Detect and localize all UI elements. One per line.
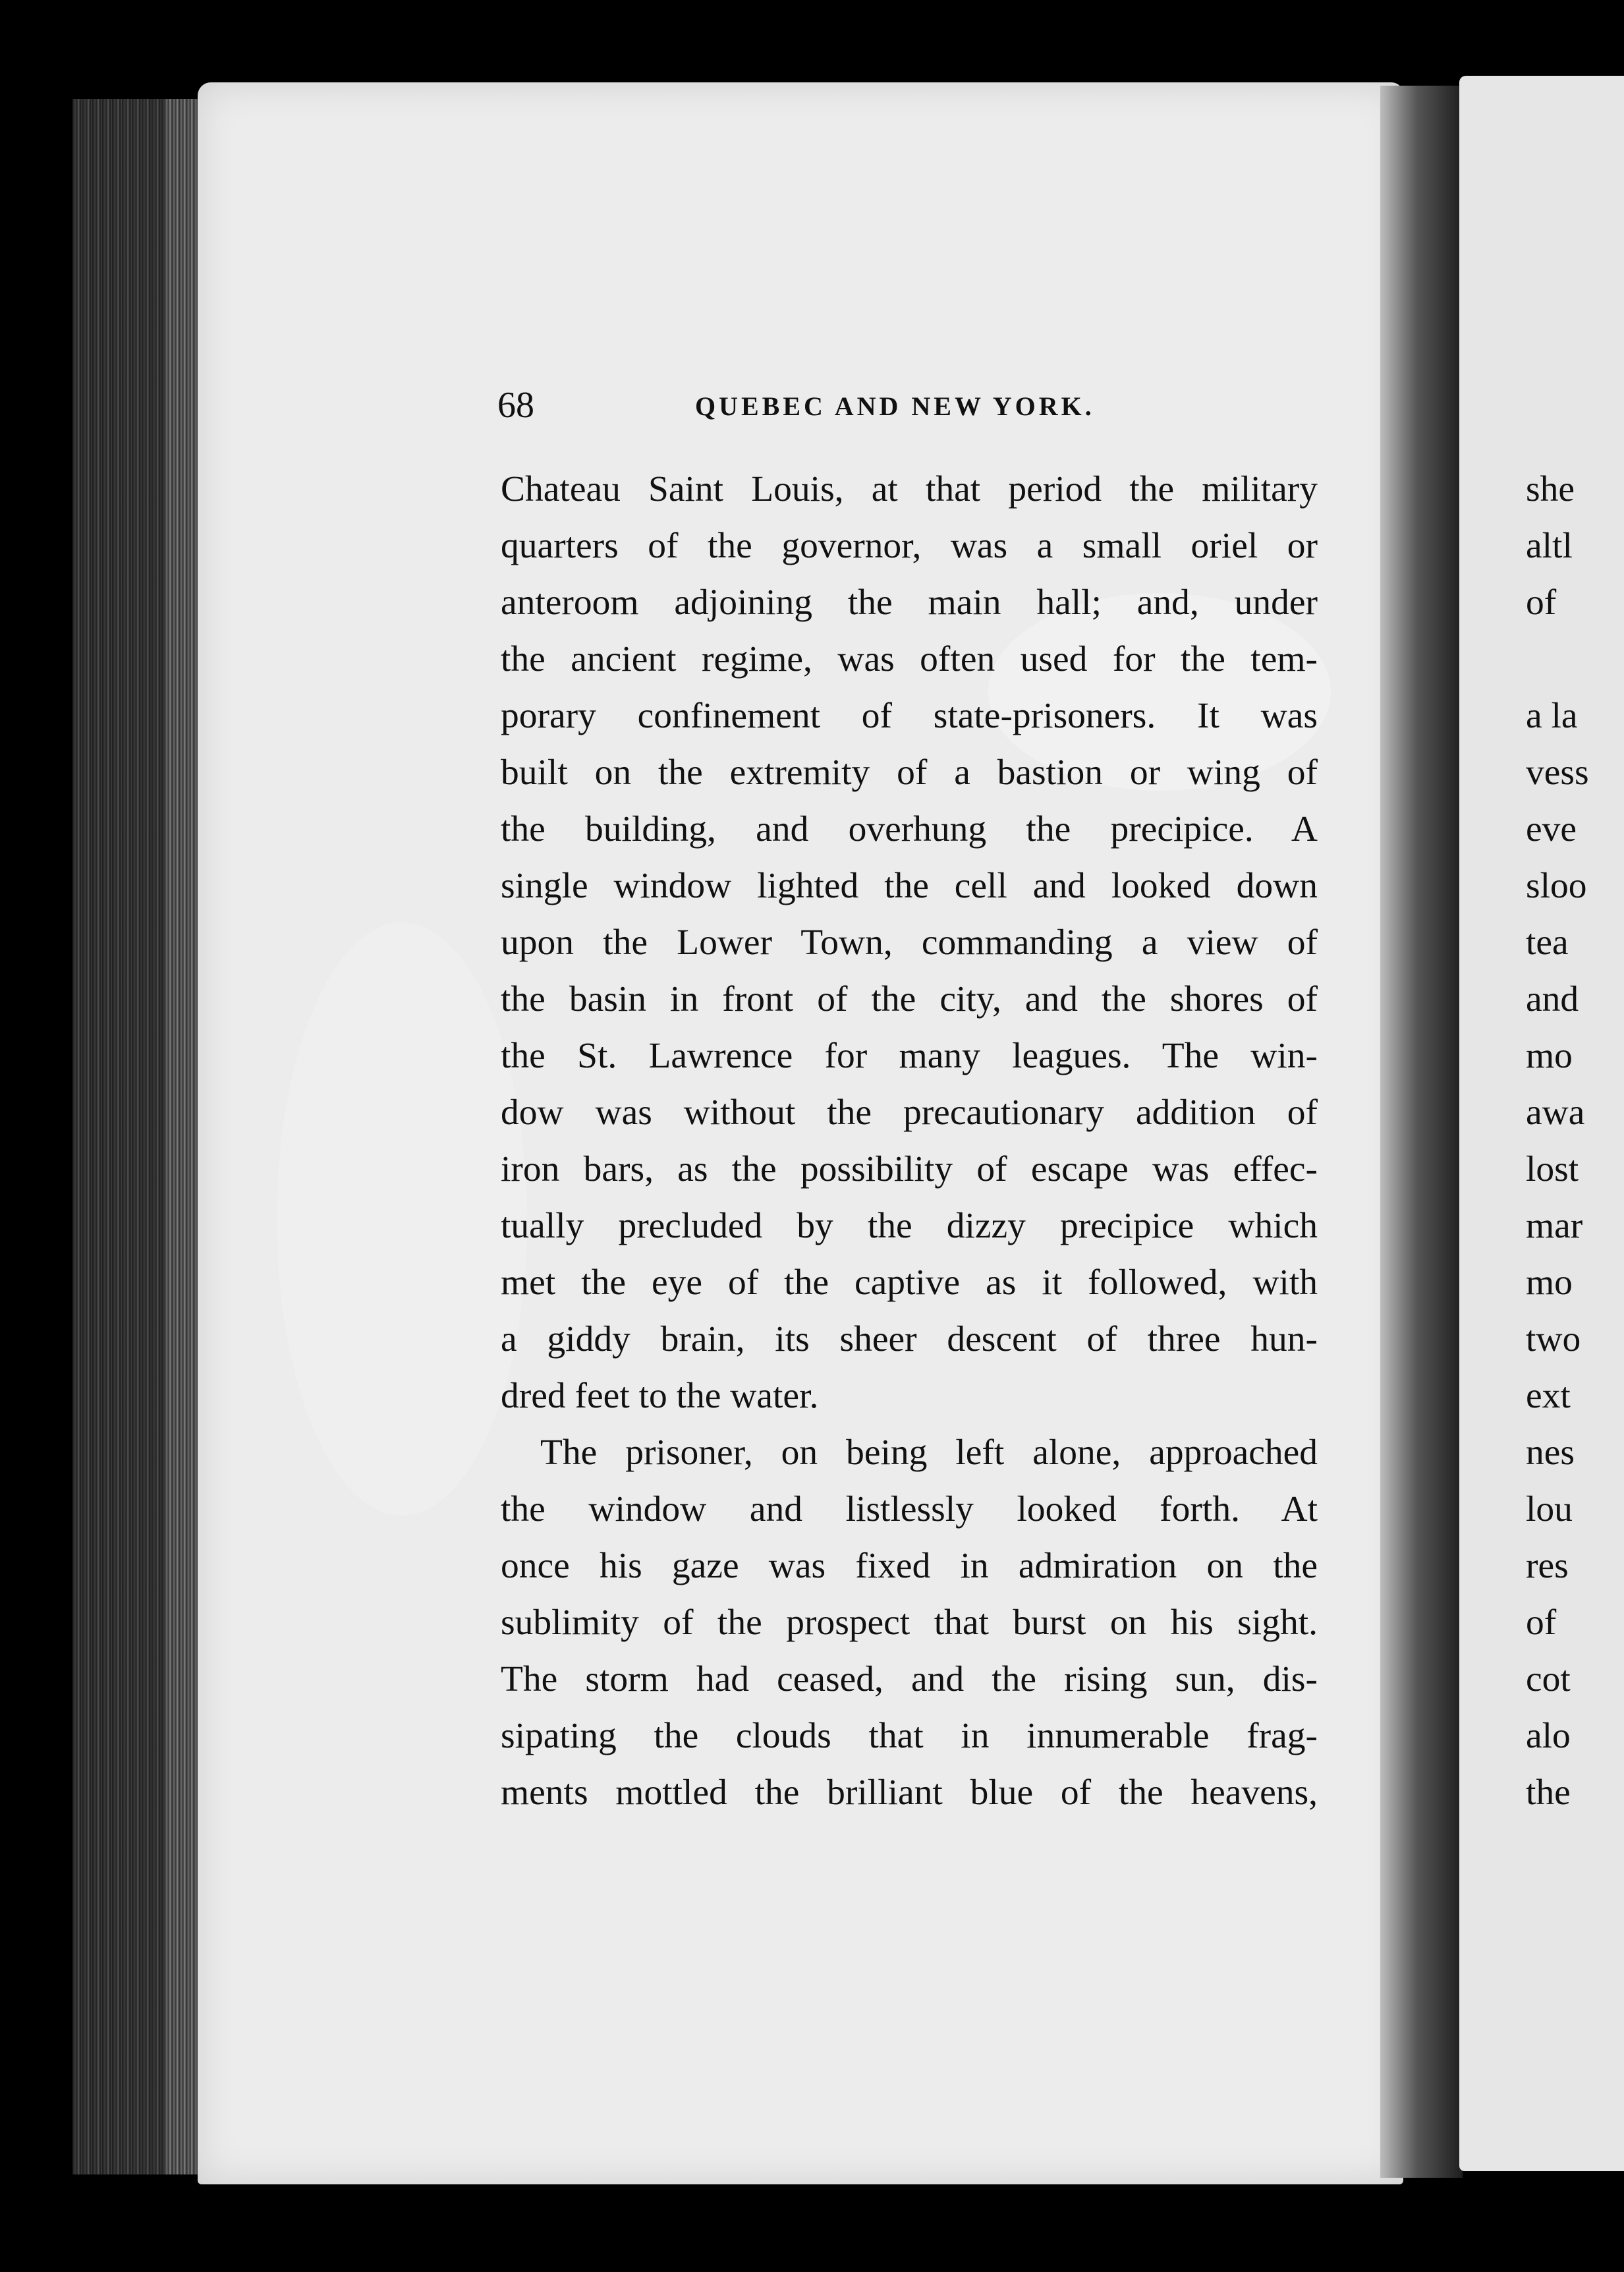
text-fragment: a la bbox=[1526, 696, 1578, 736]
body-text bbox=[501, 461, 1318, 1821]
text-line: sipating the clouds that in innumerable frag- bbox=[501, 1716, 1318, 1756]
text-line: ments mottled the brilliant blue of the heavens, bbox=[501, 1773, 1318, 1813]
text-fragment: altl bbox=[1526, 526, 1573, 566]
text-line: upon the Lower Town, commanding a view of bbox=[501, 923, 1318, 963]
book-gutter bbox=[1380, 86, 1463, 2178]
text-fragment: mo bbox=[1526, 1263, 1573, 1303]
text-fragment: vess bbox=[1526, 753, 1589, 793]
text-line: iron bars, as the possibility of escape was effec- bbox=[501, 1149, 1318, 1189]
text-line: quarters of the governor, was a small oriel or bbox=[501, 526, 1318, 566]
text-fragment: sloo bbox=[1526, 866, 1587, 906]
text-fragment: lou bbox=[1526, 1489, 1573, 1529]
paragraph-1 bbox=[501, 461, 1318, 1425]
text-line: the St. Lawrence for many leagues. The win- bbox=[501, 1036, 1318, 1076]
text-line: the window and listlessly looked forth. At bbox=[501, 1489, 1318, 1529]
text-fragment: nes bbox=[1526, 1433, 1575, 1473]
text-fragment: of bbox=[1526, 582, 1557, 623]
text-fragment: she bbox=[1526, 469, 1575, 509]
text-line: The storm had ceased, and the rising sun, dis- bbox=[501, 1659, 1318, 1699]
text-line: dred feet to the water. bbox=[501, 1376, 819, 1416]
text-fragment: mo bbox=[1526, 1036, 1573, 1076]
text-fragment: mar bbox=[1526, 1206, 1583, 1246]
text-fragment: awa bbox=[1526, 1093, 1585, 1133]
text-fragment bbox=[1526, 631, 1575, 688]
running-title: QUEBEC AND NEW YORK. bbox=[695, 391, 1095, 421]
text-fragment: alo bbox=[1526, 1716, 1571, 1756]
text-fragment: ext bbox=[1526, 1376, 1571, 1416]
text-fragment: and bbox=[1526, 979, 1579, 1019]
text-line: sublimity of the prospect that burst on his sight. bbox=[501, 1603, 1318, 1643]
text-line: the building, and overhung the precipice. A bbox=[501, 809, 1318, 849]
text-line: single window lighted the cell and looked down bbox=[501, 866, 1318, 906]
text-fragment: two bbox=[1526, 1319, 1581, 1359]
text-line: the basin in front of the city, and the shores of bbox=[501, 979, 1318, 1019]
text-line: once his gaze was fixed in admiration on the bbox=[501, 1546, 1318, 1586]
text-fragment: tea bbox=[1526, 923, 1569, 963]
text-fragment: eve bbox=[1526, 809, 1577, 849]
text-line: The prisoner, on being left alone, approached bbox=[540, 1433, 1318, 1473]
text-fragment: of bbox=[1526, 1603, 1557, 1643]
text-fragment: lost bbox=[1526, 1149, 1579, 1189]
facing-page-text bbox=[1526, 461, 1589, 1821]
text-fragment: res bbox=[1526, 1546, 1569, 1586]
text-fragment: the bbox=[1526, 1773, 1571, 1813]
paragraph-2 bbox=[501, 1425, 1318, 1821]
text-line: met the eye of the captive as it followed, with bbox=[501, 1263, 1318, 1303]
page-smudge bbox=[277, 923, 527, 1516]
text-line: anteroom adjoining the main hall; and, under bbox=[501, 582, 1318, 623]
text-line: porary confinement of state-prisoners. It was bbox=[501, 696, 1318, 736]
text-fragment: cot bbox=[1526, 1659, 1571, 1699]
running-head bbox=[497, 372, 1321, 438]
text-line: dow was without the precautionary addition of bbox=[501, 1093, 1318, 1133]
text-line: tually precluded by the dizzy precipice which bbox=[501, 1206, 1318, 1246]
text-line: the ancient regime, was often used for the tem- bbox=[501, 639, 1318, 679]
page-number: 68 bbox=[497, 385, 534, 426]
text-line: Chateau Saint Louis, at that period the military bbox=[501, 469, 1318, 509]
text-line: built on the extremity of a bastion or wing of bbox=[501, 753, 1318, 793]
text-line: a giddy brain, its sheer descent of three hun- bbox=[501, 1319, 1318, 1359]
